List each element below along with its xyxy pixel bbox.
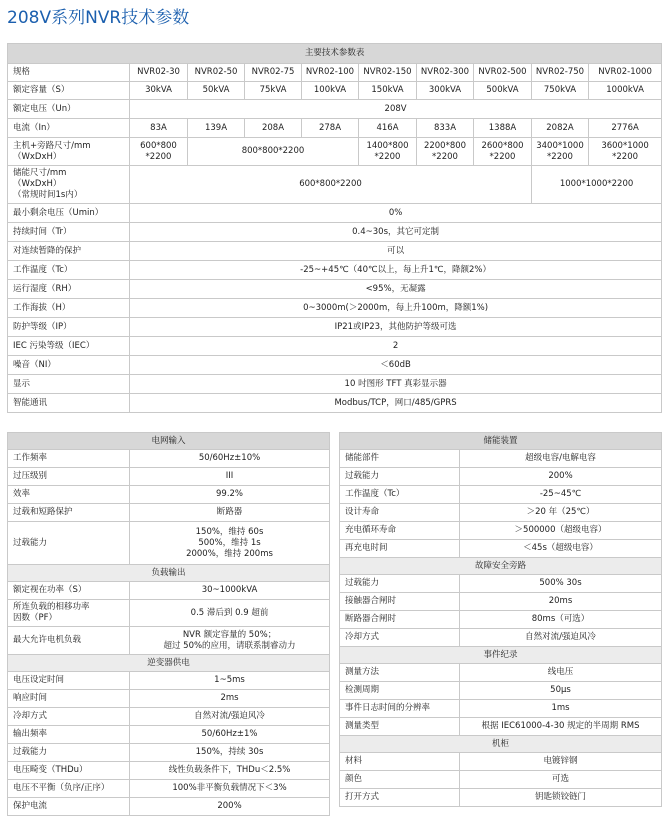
current-cell: 833A: [417, 119, 474, 138]
spec-label: 电压畸变（THDu）: [8, 762, 130, 780]
spec-label: 工作频率: [8, 450, 130, 468]
spec-label: 过载能力: [340, 468, 460, 486]
spec-value: 2: [130, 337, 662, 356]
capacity-cell: 500kVA: [474, 82, 532, 100]
host-size-line: *2200: [374, 151, 401, 162]
current-cell: 416A: [359, 119, 417, 138]
load-output-header: 负载输出: [8, 565, 330, 582]
host-size-label: [8, 138, 130, 166]
main-table-header: 主要技术参数表: [8, 44, 662, 64]
spec-value: ＞20 年（25℃）: [460, 504, 662, 522]
motor-value: [130, 627, 330, 655]
capacity-cell: 300kVA: [417, 82, 474, 100]
model-cell: NVR02-50: [188, 64, 245, 82]
storage-size-label-line: （常规时间1s内）: [13, 190, 83, 200]
host-size-line: *2200: [489, 151, 516, 162]
model-cell: NVR02-750: [532, 64, 589, 82]
event-header: 事件纪录: [340, 647, 662, 664]
host-size-line: 3600*1000: [601, 140, 649, 151]
host-size-line: 2600*800: [481, 140, 524, 151]
input-output-table: [7, 432, 330, 816]
capacity-cell: 1000kVA: [589, 82, 662, 100]
spec-value: 100%非平衡负载情况下＜3%: [130, 780, 330, 798]
inverter-header: 逆变器供电: [8, 655, 330, 672]
spec-value: 钥匙锁铰链门: [460, 789, 662, 807]
current-cell: 208A: [245, 119, 302, 138]
current-cell: 1388A: [474, 119, 532, 138]
spec-label: 过压级别: [8, 468, 130, 486]
model-cell: NVR02-75: [245, 64, 302, 82]
spec-value: 30~1000kVA: [130, 582, 330, 600]
spec-label: 工作海拔（H）: [8, 299, 130, 318]
spec-value: III: [130, 468, 330, 486]
host-size-cell: [359, 138, 417, 166]
host-size-line: *2200: [145, 151, 172, 162]
host-size-line: 3400*1000: [536, 140, 584, 151]
current-label: 电流（In）: [8, 119, 130, 138]
spec-label: 冷却方式: [340, 629, 460, 647]
spec-label: 响应时间: [8, 690, 130, 708]
current-cell: 139A: [188, 119, 245, 138]
spec-label: 充电循环寿命: [340, 522, 460, 540]
spec-value: 50μs: [460, 682, 662, 700]
spec-value: -25~45℃: [460, 486, 662, 504]
current-cell: 2082A: [532, 119, 589, 138]
main-spec-table: [7, 43, 662, 413]
spec-value: 150%，持续 30s: [130, 744, 330, 762]
spec-label: 显示: [8, 375, 130, 394]
storage-size-cell: 1000*1000*2200: [532, 166, 662, 204]
spec-label: 设计寿命: [340, 504, 460, 522]
overload-label: 过载能力: [8, 522, 130, 565]
motor-label: 最大允许电机负载: [8, 627, 130, 655]
motor-line: NVR 额定容量的 50%；: [182, 629, 277, 640]
storage-size-label-line: （WxDxH）: [13, 179, 62, 189]
spec-value: Modbus/TCP，网口/485/GPRS: [130, 394, 662, 413]
host-size-line: 1400*800: [366, 140, 409, 151]
bypass-header: 故障安全旁路: [340, 558, 662, 575]
spec-value: 50/60Hz±10%: [130, 450, 330, 468]
current-cell: 2776A: [589, 119, 662, 138]
spec-value: ＜60dB: [130, 356, 662, 375]
spec-label: 储能部件: [340, 450, 460, 468]
spec-value: 可以: [130, 242, 662, 261]
voltage-value: 208V: [130, 100, 662, 119]
storage-size-cell: 600*800*2200: [130, 166, 532, 204]
spec-label: 效率: [8, 486, 130, 504]
spec-label: 持续时间（Tr）: [8, 223, 130, 242]
spec-value: -25~+45℃（40℃以上，每上升1℃，降额2%）: [130, 261, 662, 280]
overload-line: 150%，维持 60s: [195, 526, 264, 537]
capacity-cell: 150kVA: [359, 82, 417, 100]
spec-value: 50/60Hz±1%: [130, 726, 330, 744]
spec-label: 过载能力: [340, 575, 460, 593]
model-cell: NVR02-100: [302, 64, 359, 82]
model-cell: NVR02-1000: [589, 64, 662, 82]
model-cell: NVR02-30: [130, 64, 188, 82]
host-size-line: *2200: [547, 151, 573, 162]
spec-label: 防护等级（IP）: [8, 318, 130, 337]
motor-line: 超过 50%的应用，请联系制睿动力: [163, 640, 296, 651]
storage-size-label-line: 储能尺寸/mm: [13, 168, 67, 178]
spec-label: 接触器合闸时: [340, 593, 460, 611]
capacity-label: 额定容量（S）: [8, 82, 130, 100]
host-size-cell: 800*800*2200: [188, 138, 359, 166]
spec-value: IP21或IP23，其他防护等级可选: [130, 318, 662, 337]
spec-value: 1~5ms: [130, 672, 330, 690]
page-title: 208V系列NVR技术参数: [7, 8, 190, 28]
spec-label: 对连续暂降的保护: [8, 242, 130, 261]
spec-label: 电压不平衡（负序/正序）: [8, 780, 130, 798]
spec-label: 噪音（NI）: [8, 356, 130, 375]
overload-value: [130, 522, 330, 565]
spec-label: 工作温度（Tc）: [8, 261, 130, 280]
voltage-label: 额定电压（Un）: [8, 100, 130, 119]
spec-value: 99.2%: [130, 486, 330, 504]
spec-value: 0%: [130, 204, 662, 223]
spec-label: 智能通讯: [8, 394, 130, 413]
storage-header: 储能装置: [340, 433, 662, 450]
storage-bypass-table: [339, 432, 662, 807]
spec-value: 自然对流/强迫风冷: [460, 629, 662, 647]
pf-label-line: 所连负载的相移功率: [13, 602, 90, 612]
model-label: 规格: [8, 64, 130, 82]
spec-value: 根据 IEC61000-4-30 规定的半周期 RMS: [460, 718, 662, 736]
spec-value: 80ms（可选）: [460, 611, 662, 629]
spec-value: 线性负载条件下，THDu＜2.5%: [130, 762, 330, 780]
capacity-cell: 750kVA: [532, 82, 589, 100]
model-cell: NVR02-300: [417, 64, 474, 82]
spec-label: 工作温度（Tc）: [340, 486, 460, 504]
spec-value: 500% 30s: [460, 575, 662, 593]
host-size-line: 600*800: [140, 140, 177, 151]
spec-value: 20ms: [460, 593, 662, 611]
cabinet-header: 机柜: [340, 736, 662, 753]
spec-value: ＜45s（超级电容）: [460, 540, 662, 558]
host-size-cell: [130, 138, 188, 166]
spec-label: 测量类型: [340, 718, 460, 736]
spec-value: 电镀锌钢: [460, 753, 662, 771]
spec-label: 最小剩余电压（Umin）: [8, 204, 130, 223]
host-size-line: *2200: [432, 151, 458, 162]
grid-input-header: 电网输入: [8, 433, 330, 450]
host-size-line: 2200*800: [423, 140, 467, 151]
spec-label: 运行湿度（RH）: [8, 280, 130, 299]
pf-label-line: 因数（PF）: [13, 613, 58, 623]
spec-label: 输出频率: [8, 726, 130, 744]
spec-value: 线电压: [460, 664, 662, 682]
host-size-line: *2200: [612, 151, 639, 162]
host-size-cell: [474, 138, 532, 166]
spec-value: 0~3000m(＞2000m，每上升100m，降额1%): [130, 299, 662, 318]
spec-value: 200%: [460, 468, 662, 486]
storage-size-label: [8, 166, 130, 204]
spec-value: 10 吋图形 TFT 真彩显示器: [130, 375, 662, 394]
spec-label: 电压设定时间: [8, 672, 130, 690]
spec-value: 1ms: [460, 700, 662, 718]
spec-label: 过载和短路保护: [8, 504, 130, 522]
capacity-cell: 75kVA: [245, 82, 302, 100]
overload-line: 500%，维持 1s: [198, 537, 261, 548]
capacity-cell: 100kVA: [302, 82, 359, 100]
spec-label: 测量方法: [340, 664, 460, 682]
spec-value: 超级电容/电解电容: [460, 450, 662, 468]
pf-value: 0.5 滞后到 0.9 超前: [130, 600, 330, 627]
current-cell: 83A: [130, 119, 188, 138]
host-size-cell: [589, 138, 662, 166]
spec-label: 冷却方式: [8, 708, 130, 726]
spec-label: 颜色: [340, 771, 460, 789]
spec-value: 断路器: [130, 504, 330, 522]
host-size-label-line: （WxDxH）: [13, 151, 62, 162]
spec-label: 打开方式: [340, 789, 460, 807]
spec-label: 断路器合闸时: [340, 611, 460, 629]
overload-line: 2000%，维持 200ms: [186, 548, 273, 559]
spec-label: 过载能力: [8, 744, 130, 762]
spec-label: 材料: [340, 753, 460, 771]
host-size-cell: [532, 138, 589, 166]
spec-value: 可选: [460, 771, 662, 789]
host-size-label-line: 主机+旁路尺寸/mm: [13, 140, 91, 151]
spec-value: 200%: [130, 798, 330, 816]
model-cell: NVR02-500: [474, 64, 532, 82]
spec-label: 保护电流: [8, 798, 130, 816]
spec-value: 0.4~30s，其它可定制: [130, 223, 662, 242]
spec-value: 自然对流/强迫风冷: [130, 708, 330, 726]
spec-label: IEC 污染等级（IEC）: [8, 337, 130, 356]
host-size-cell: [417, 138, 474, 166]
capacity-cell: 50kVA: [188, 82, 245, 100]
spec-label: 检测周期: [340, 682, 460, 700]
pf-label: [8, 600, 130, 627]
spec-value: ＞500000（超级电容）: [460, 522, 662, 540]
spec-label: 额定视在功率（S）: [8, 582, 130, 600]
spec-label: 事件日志时间的分辨率: [340, 700, 460, 718]
current-cell: 278A: [302, 119, 359, 138]
spec-value: 2ms: [130, 690, 330, 708]
capacity-cell: 30kVA: [130, 82, 188, 100]
spec-label: 再充电时间: [340, 540, 460, 558]
model-cell: NVR02-150: [359, 64, 417, 82]
spec-value: <95%，无凝露: [130, 280, 662, 299]
